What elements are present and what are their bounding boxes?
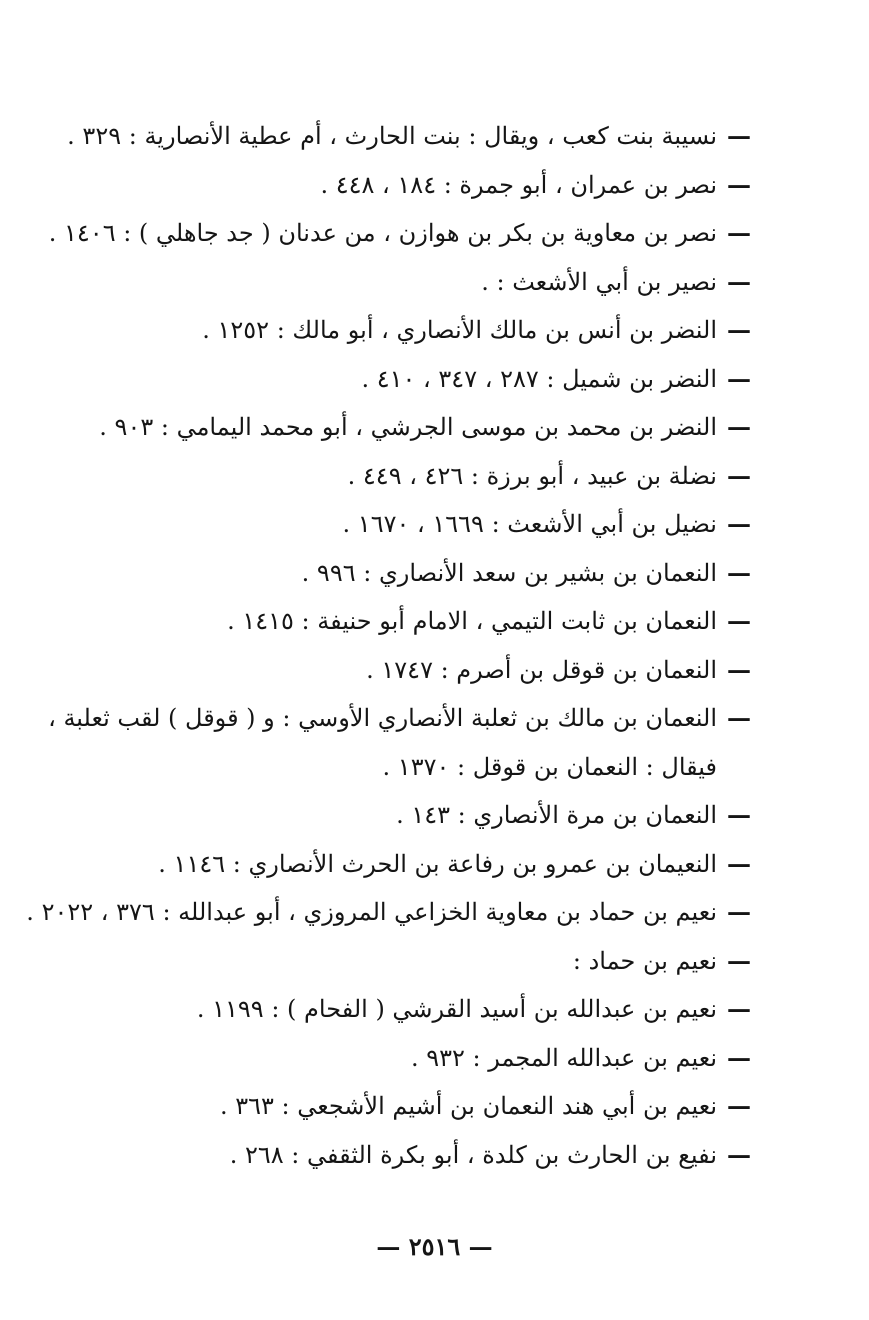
entry-text: نسيبة بنت كعب ، ويقال : بنت الحارث ، أم عطية الأنصارية : ٣٢٩ .	[67, 122, 717, 150]
entry-dash: —	[727, 509, 751, 538]
entry-dash: —	[727, 897, 751, 926]
entry-dash: —	[727, 557, 751, 587]
index-entry	[31, 937, 751, 986]
entry-text: نعيم بن حماد بن معاوية الخزاعي المروزي ، أبو عبدالله : ٣٧٦ ، ٢٠٢٢ .	[26, 898, 717, 926]
entry-text: فيقال : النعمان بن قوقل : ١٣٧٠ .	[382, 752, 717, 781]
entry-text: نعيم بن حماد :	[572, 946, 717, 975]
entry-dash: —	[727, 945, 751, 975]
entry-dash: —	[727, 266, 751, 296]
index-entry	[31, 112, 751, 161]
index-entry	[31, 840, 751, 889]
entry-dash: —	[727, 606, 751, 635]
index-entry	[31, 1131, 751, 1180]
entry-text: النضر بن محمد بن موسى الجرشي ، أبو محمد اليمامي : ٩٠٣ .	[99, 413, 717, 441]
entry-text: النعمان بن بشير بن سعد الأنصاري : ٩٩٦ .	[301, 558, 717, 587]
index-entry	[31, 161, 751, 210]
entry-dash: —	[727, 412, 751, 441]
index-entry	[31, 791, 751, 840]
entry-dash: —	[727, 460, 751, 490]
index-entry	[31, 985, 751, 1034]
entry-text: نصير بن أبي الأشعث : .	[481, 267, 717, 296]
entry-text: نعيم بن أبي هند النعمان بن أشيم الأشجعي : ٣٦٣ .	[219, 1092, 717, 1120]
entry-text: النعمان بن قوقل بن أصرم : ١٧٤٧ .	[366, 655, 717, 684]
index-entry	[31, 452, 751, 501]
entry-text: النضر بن شميل : ٢٨٧ ، ٣٤٧ ، ٤١٠ .	[361, 364, 717, 393]
entry-dash: —	[727, 1091, 751, 1120]
index-entry	[26, 888, 751, 937]
index-entry	[31, 549, 751, 598]
entry-dash: —	[727, 994, 751, 1023]
index-entry	[31, 646, 751, 695]
entry-text: نضيل بن أبي الأشعث : ١٦٦٩ ، ١٦٧٠ .	[342, 510, 717, 538]
entry-dash: —	[727, 169, 751, 199]
entry-dash: —	[727, 121, 751, 150]
entry-dash: —	[727, 848, 751, 878]
index-entry	[31, 306, 751, 355]
entry-text: النعمان بن ثابت التيمي ، الامام أبو حنيفة : ١٤١٥ .	[227, 607, 717, 635]
index-entries	[26, 112, 751, 1179]
index-entry	[31, 1082, 751, 1131]
entry-dash: —	[727, 1042, 751, 1072]
entry-dash: —	[727, 703, 751, 732]
index-entry-continuation	[31, 743, 751, 792]
index-entry	[31, 1034, 751, 1083]
entry-dash: —	[727, 800, 751, 829]
entry-dash: —	[727, 218, 751, 247]
index-entry	[31, 597, 751, 646]
index-entry	[31, 403, 751, 452]
entry-dash: —	[727, 654, 751, 684]
entry-text: نصر بن عمران ، أبو جمرة : ١٨٤ ، ٤٤٨ .	[320, 170, 717, 199]
entry-text: نفيع بن الحارث بن كلدة ، أبو بكرة الثقفي : ٢٦٨ .	[229, 1140, 717, 1169]
entry-dash: —	[727, 363, 751, 393]
entry-dash: —	[727, 315, 751, 344]
entry-text: النعمان بن مالك بن ثعلبة الأنصاري الأوسي : و ( قوقل ) لقب ثعلبة ،	[48, 704, 717, 732]
index-entry	[31, 258, 751, 307]
entry-text: نصر بن معاوية بن بكر بن هوازن ، من عدنان ( جد جاهلي ) : ١٤٠٦ .	[48, 219, 717, 247]
index-entry	[31, 355, 751, 404]
entry-text: النعمان بن مرة الأنصاري : ١٤٣ .	[396, 801, 717, 829]
entry-text: نضلة بن عبيد ، أبو برزة : ٤٢٦ ، ٤٤٩ .	[347, 461, 717, 490]
entry-text: نعيم بن عبدالله المجمر : ٩٣٢ .	[410, 1043, 717, 1072]
index-entry	[31, 500, 751, 549]
index-entry	[31, 209, 751, 258]
index-entry	[31, 694, 751, 743]
entry-dash: —	[727, 1139, 751, 1169]
entry-text: النضر بن أنس بن مالك الأنصاري ، أبو مالك : ١٢٥٢ .	[202, 316, 717, 344]
page-number: — ٢٥١٦ —	[376, 1232, 493, 1261]
entry-text: النعيمان بن عمرو بن رفاعة بن الحرث الأنصاري : ١١٤٦ .	[158, 849, 717, 878]
entry-text: نعيم بن عبدالله بن أسيد القرشي ( الفحام ) : ١١٩٩ .	[196, 995, 717, 1023]
